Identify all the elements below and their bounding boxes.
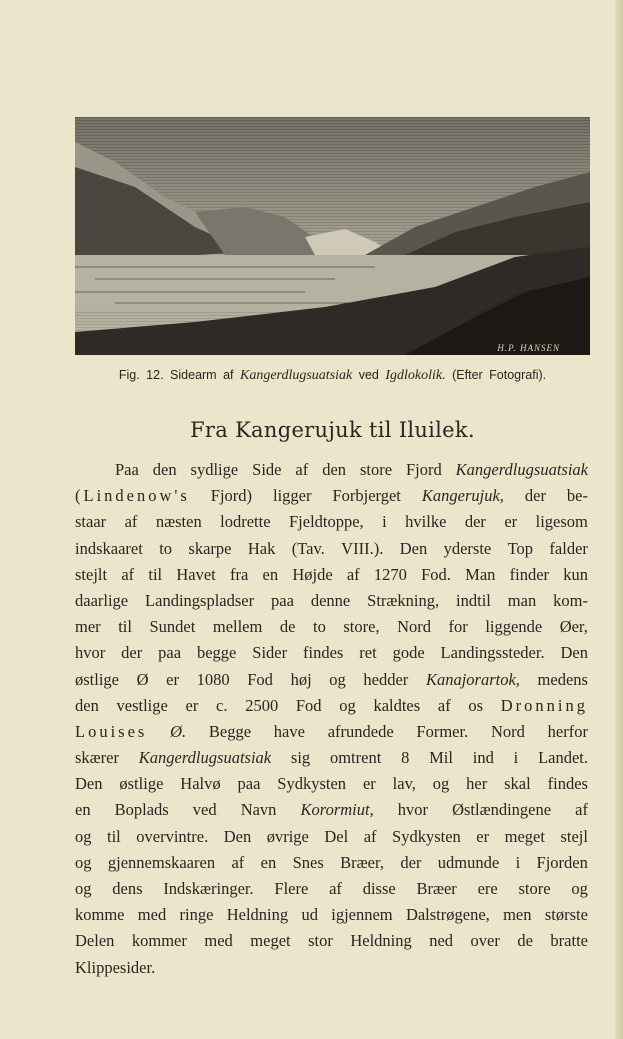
word: i xyxy=(515,852,521,872)
word: Fod. xyxy=(421,564,451,584)
word: og xyxy=(432,774,450,794)
word: øvrige xyxy=(266,826,309,846)
body-paragraph xyxy=(75,457,588,981)
word: af xyxy=(363,826,377,846)
word: de xyxy=(279,617,296,637)
word: udmunde xyxy=(437,852,500,872)
word: og xyxy=(75,826,92,846)
word: 1080 xyxy=(196,669,230,689)
word: Den xyxy=(223,826,252,846)
word: Top xyxy=(507,538,534,558)
text-line xyxy=(75,640,588,666)
word: i xyxy=(513,748,519,768)
text-line xyxy=(75,797,588,823)
word: to xyxy=(312,617,326,637)
word: medens xyxy=(537,669,588,689)
text-line xyxy=(75,457,588,483)
word: store xyxy=(359,460,393,479)
word: ved xyxy=(192,800,217,820)
word: er xyxy=(362,774,376,794)
word: Hak xyxy=(247,538,276,558)
text-line xyxy=(75,771,588,797)
text-line xyxy=(75,876,588,902)
word: Højde xyxy=(292,564,333,584)
word: (Lindenow's xyxy=(75,486,190,506)
word: ere xyxy=(477,879,498,898)
word: Nord xyxy=(397,617,432,637)
italic-word: Korormiut, xyxy=(300,800,374,820)
word: Forbjerget xyxy=(332,486,401,506)
word: i xyxy=(382,512,387,532)
word: til xyxy=(118,617,132,637)
word: Fjord) xyxy=(210,486,253,506)
word: igjennem xyxy=(331,905,393,925)
word: skal xyxy=(504,774,531,794)
italic-word: Kangerdlugsuatsiak xyxy=(455,460,588,479)
word: til xyxy=(148,564,163,584)
word: kom- xyxy=(553,590,588,610)
word: finder xyxy=(509,564,550,584)
word: os xyxy=(468,695,484,715)
italic-word: Kanajorartok, xyxy=(425,669,520,689)
word: lav, xyxy=(392,774,416,794)
word: Flere xyxy=(274,879,309,898)
word: ligger xyxy=(272,486,312,506)
word: den xyxy=(75,695,99,715)
word: c. xyxy=(216,695,228,715)
caption-text: Sidearm af xyxy=(170,368,234,382)
word: kaldtes xyxy=(373,695,421,715)
word: herfor xyxy=(547,721,588,741)
word: stejl xyxy=(560,826,588,846)
word: Øer, xyxy=(559,617,588,637)
text-line xyxy=(75,667,588,693)
word: ringe xyxy=(179,905,214,925)
word: Den xyxy=(560,643,588,663)
text-line xyxy=(75,850,588,876)
word: Fod xyxy=(295,695,322,715)
word: Former. xyxy=(416,721,469,741)
word: og xyxy=(329,669,346,689)
word: Heldning xyxy=(226,905,289,925)
word: indtil xyxy=(456,590,491,610)
word: de xyxy=(517,931,533,951)
text-line xyxy=(75,719,588,745)
word: hedder xyxy=(363,669,409,689)
word: af xyxy=(124,512,138,532)
word: Halvø xyxy=(180,774,221,794)
section-heading: Fra Kangerujuk til Iluilek. xyxy=(190,418,475,442)
word: der xyxy=(121,643,143,663)
word: der xyxy=(400,852,422,872)
word: østlige xyxy=(119,774,164,794)
word: for xyxy=(448,617,468,637)
word: Landingspladser xyxy=(145,590,255,610)
text-line xyxy=(75,824,588,850)
word: meget xyxy=(504,826,545,846)
word: ud xyxy=(301,905,318,925)
word: paa xyxy=(237,774,261,794)
word: den xyxy=(152,460,177,479)
word: gjennemskaaren xyxy=(107,852,216,872)
word: Heldning xyxy=(350,931,412,951)
word: skarpe xyxy=(188,538,232,558)
text-line xyxy=(75,536,588,562)
word: Paa xyxy=(115,460,139,479)
word: mellem xyxy=(212,617,263,637)
word: Nord xyxy=(490,721,525,741)
word: mer xyxy=(75,617,101,637)
engraving-illustration xyxy=(75,117,590,355)
word: Sider xyxy=(252,643,288,663)
word: hvor xyxy=(75,643,106,663)
word: komme xyxy=(75,905,125,925)
word: en xyxy=(75,800,91,820)
word: omtrent xyxy=(329,748,382,768)
word: er xyxy=(504,512,518,532)
word: begge xyxy=(196,643,237,663)
word: findes xyxy=(303,643,344,663)
word: ret xyxy=(359,643,377,663)
text-line xyxy=(75,562,588,588)
word: man xyxy=(507,590,537,610)
word: største xyxy=(544,905,588,925)
word: over xyxy=(470,931,500,951)
word: stor xyxy=(308,931,333,951)
word: store, xyxy=(343,617,380,637)
word: daarlige xyxy=(75,590,129,610)
word: hvilke xyxy=(405,512,447,532)
word: af xyxy=(346,564,360,584)
word: Havet xyxy=(176,564,216,584)
word: have xyxy=(273,721,305,741)
word: sydlige xyxy=(190,460,239,479)
word: meget xyxy=(250,931,291,951)
word: staar xyxy=(75,512,107,532)
word: Strækning, xyxy=(367,590,440,610)
word: Side xyxy=(252,460,282,479)
figure-number: Fig. 12. xyxy=(118,368,164,382)
caption-source: (Efter Fotografi). xyxy=(452,368,547,382)
word: Ø xyxy=(136,669,149,689)
word: 1270 xyxy=(373,564,407,584)
text-line xyxy=(75,483,588,509)
word: ind xyxy=(472,748,494,768)
word: Dalstrøgene, xyxy=(405,905,490,925)
word: med xyxy=(204,931,233,951)
italic-word: Kangerdlugsuatsiak xyxy=(138,748,272,768)
word: ligesom xyxy=(535,512,588,532)
word: den xyxy=(322,460,347,479)
word: Landet. xyxy=(538,748,588,768)
text-line xyxy=(75,693,588,719)
word: Sydkysten xyxy=(277,774,347,794)
word: Fjord xyxy=(405,460,442,479)
word: gode xyxy=(392,643,425,663)
word: (Tav. xyxy=(291,538,325,558)
word: og xyxy=(571,879,588,898)
caption-place-2: Igdlokolik. xyxy=(385,368,446,383)
word: her xyxy=(466,774,488,794)
word: store xyxy=(518,879,551,898)
text-line xyxy=(75,902,588,928)
word: en xyxy=(260,852,277,872)
word: ned xyxy=(429,931,454,951)
word: afrundede xyxy=(327,721,394,741)
word: 2500 xyxy=(245,695,279,715)
word: Østlændingene xyxy=(452,800,552,820)
text-line xyxy=(75,614,588,640)
word: overvintre. xyxy=(136,826,209,846)
word: er xyxy=(185,695,199,715)
word: Louises xyxy=(75,721,148,741)
word: lodrette xyxy=(220,512,271,532)
word: Fjorden xyxy=(536,852,588,872)
word: Dronning xyxy=(500,695,588,715)
word: og xyxy=(75,852,92,872)
word: og xyxy=(75,879,92,898)
word: sig xyxy=(290,748,311,768)
word: af xyxy=(329,879,342,898)
word: Navn xyxy=(240,800,277,820)
word: dens xyxy=(112,879,143,898)
word: til xyxy=(107,826,121,846)
word: Bræer xyxy=(416,879,457,898)
word: to xyxy=(159,538,173,558)
word: Indskæringer. xyxy=(163,879,254,898)
word: en xyxy=(262,564,279,584)
word: Landingssteder. xyxy=(440,643,545,663)
text-line xyxy=(75,745,588,771)
word: Man xyxy=(465,564,496,584)
word: be- xyxy=(566,486,588,506)
word: kun xyxy=(563,564,588,584)
word: stejlt xyxy=(75,564,108,584)
word: Bræer, xyxy=(340,852,384,872)
word: Den xyxy=(75,774,103,794)
word: Delen xyxy=(75,931,115,951)
word: hvor xyxy=(397,800,429,820)
word: disse xyxy=(362,879,396,898)
italic-word: Ø. xyxy=(170,721,187,741)
word: Mil xyxy=(429,748,453,768)
word: denne xyxy=(310,590,351,610)
text-line xyxy=(75,588,588,614)
word: af xyxy=(231,852,245,872)
word: Den xyxy=(399,538,428,558)
word: fra xyxy=(229,564,249,584)
word: næsten xyxy=(155,512,202,532)
text-line xyxy=(75,928,588,954)
word: kommer xyxy=(131,931,187,951)
word: Klippesider. xyxy=(75,957,156,977)
word: VIII.). xyxy=(341,538,384,558)
word: der xyxy=(464,512,486,532)
word: af xyxy=(575,800,588,820)
word: indskaaret xyxy=(75,538,143,558)
word: Fjeldtoppe, xyxy=(288,512,364,532)
word: er xyxy=(476,826,490,846)
text-line xyxy=(75,955,588,981)
word: liggende xyxy=(485,617,543,637)
word: og xyxy=(339,695,356,715)
word: paa xyxy=(158,643,182,663)
word: findes xyxy=(547,774,588,794)
word: men xyxy=(503,905,532,925)
word: er xyxy=(166,669,179,689)
caption-text-mid: ved xyxy=(358,368,379,382)
word: af xyxy=(121,564,135,584)
word: falder xyxy=(549,538,588,558)
word: vestlige xyxy=(116,695,168,715)
word: med xyxy=(137,905,167,925)
caption-place-1: Kangerdlugsuatsiak xyxy=(239,368,353,383)
word: Del xyxy=(324,826,349,846)
word: Begge xyxy=(208,721,252,741)
word: af xyxy=(437,695,451,715)
word: Sundet xyxy=(149,617,196,637)
text-line xyxy=(75,509,588,535)
figure-caption xyxy=(75,368,590,384)
word: Sydkysten xyxy=(392,826,461,846)
word: Boplads xyxy=(114,800,169,820)
word: skærer xyxy=(75,748,119,768)
italic-word: Kangerujuk, xyxy=(421,486,504,506)
word: Snes xyxy=(292,852,324,872)
word: der xyxy=(524,486,546,506)
page-edge xyxy=(615,0,623,1039)
word: yderste xyxy=(443,538,492,558)
word: bratte xyxy=(550,931,588,951)
word: paa xyxy=(271,590,294,610)
engraver-signature: H.P. HANSEN xyxy=(497,343,560,353)
word: østlige xyxy=(75,669,119,689)
word: af xyxy=(295,460,309,479)
word: Fod xyxy=(247,669,273,689)
word: høj xyxy=(290,669,312,689)
word: 8 xyxy=(401,748,410,768)
